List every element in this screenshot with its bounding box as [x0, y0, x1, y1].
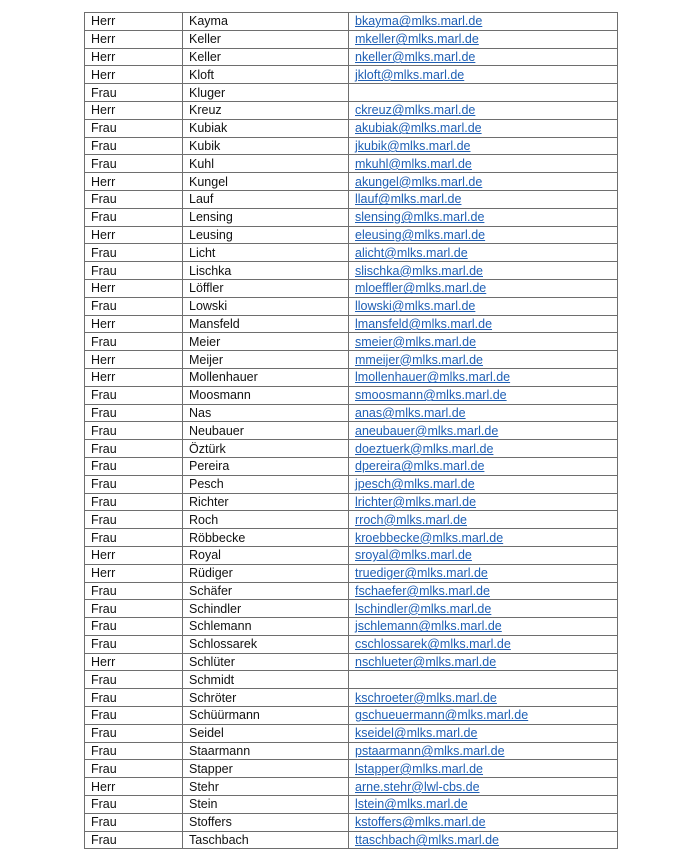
email-link[interactable]: rroch@mlks.marl.de: [355, 512, 468, 527]
surname-cell: Kuhl: [183, 155, 349, 173]
table-row: [85, 457, 618, 475]
surname-cell: Kubik: [183, 137, 349, 155]
surname-cell: Richter: [183, 493, 349, 511]
email-link[interactable]: smoosmann@mlks.marl.de: [355, 388, 507, 403]
surname-cell: Röbbecke: [183, 529, 349, 547]
email-cell: [349, 831, 618, 849]
email-link[interactable]: mkeller@mlks.marl.de: [355, 32, 479, 47]
table-row: [85, 724, 618, 742]
surname-cell: Pesch: [183, 475, 349, 493]
email-link[interactable]: lstapper@mlks.marl.de: [355, 761, 484, 776]
email-link[interactable]: dpereira@mlks.marl.de: [355, 459, 485, 474]
salutation-cell: Frau: [85, 511, 183, 529]
surname-cell: Royal: [183, 546, 349, 564]
surname-cell: Moosmann: [183, 386, 349, 404]
table-row: [85, 600, 618, 618]
salutation-cell: Frau: [85, 440, 183, 458]
email-link[interactable]: llowski@mlks.marl.de: [355, 299, 476, 314]
table-row: [85, 137, 618, 155]
surname-cell: Licht: [183, 244, 349, 262]
table-row: [85, 208, 618, 226]
email-cell: [349, 190, 618, 208]
email-link[interactable]: cschlossarek@mlks.marl.de: [355, 637, 511, 652]
email-cell: [349, 279, 618, 297]
surname-cell: Mansfeld: [183, 315, 349, 333]
surname-cell: Taschbach: [183, 831, 349, 849]
surname-cell: Schüürmann: [183, 707, 349, 725]
table-row: [85, 13, 618, 31]
salutation-cell: Frau: [85, 742, 183, 760]
email-cell: [349, 297, 618, 315]
surname-cell: Roch: [183, 511, 349, 529]
email-link[interactable]: akubiak@mlks.marl.de: [355, 121, 482, 136]
email-cell: [349, 173, 618, 191]
salutation-cell: Frau: [85, 297, 183, 315]
salutation-cell: Herr: [85, 653, 183, 671]
surname-cell: Meier: [183, 333, 349, 351]
salutation-cell: Herr: [85, 279, 183, 297]
email-link[interactable]: llauf@mlks.marl.de: [355, 192, 462, 207]
email-cell: [349, 742, 618, 760]
email-cell: [349, 84, 618, 102]
salutation-cell: Frau: [85, 724, 183, 742]
table-row: [85, 422, 618, 440]
email-cell: [349, 30, 618, 48]
email-link[interactable]: mmeijer@mlks.marl.de: [355, 352, 483, 367]
email-cell: [349, 618, 618, 636]
table-row: [85, 101, 618, 119]
surname-cell: Schröter: [183, 689, 349, 707]
table-row: [85, 529, 618, 547]
surname-cell: Pereira: [183, 457, 349, 475]
table-row: [85, 386, 618, 404]
table-row: [85, 689, 618, 707]
salutation-cell: Frau: [85, 831, 183, 849]
surname-cell: Kluger: [183, 84, 349, 102]
salutation-cell: Frau: [85, 671, 183, 689]
table-row: [85, 244, 618, 262]
surname-cell: Lowski: [183, 297, 349, 315]
table-row: [85, 778, 618, 796]
email-cell: [349, 351, 618, 369]
email-cell: [349, 368, 618, 386]
email-cell: [349, 653, 618, 671]
table-row: [85, 226, 618, 244]
table-row: [85, 582, 618, 600]
table-row: [85, 618, 618, 636]
email-link[interactable]: sroyal@mlks.marl.de: [355, 548, 472, 563]
salutation-cell: Frau: [85, 582, 183, 600]
surname-cell: Schlüter: [183, 653, 349, 671]
surname-cell: Schlemann: [183, 618, 349, 636]
email-link[interactable]: doeztuerk@mlks.marl.de: [355, 441, 494, 456]
email-link[interactable]: lstein@mlks.marl.de: [355, 797, 468, 812]
email-link[interactable]: arne.stehr@lwl-cbs.de: [355, 779, 480, 794]
email-cell: [349, 137, 618, 155]
email-cell: [349, 422, 618, 440]
surname-cell: Kayma: [183, 13, 349, 31]
table-row: [85, 297, 618, 315]
salutation-cell: Herr: [85, 546, 183, 564]
salutation-cell: Frau: [85, 386, 183, 404]
table-row: [85, 671, 618, 689]
surname-cell: Meijer: [183, 351, 349, 369]
table-row: [85, 315, 618, 333]
surname-cell: Nas: [183, 404, 349, 422]
email-cell: [349, 671, 618, 689]
table-row: [85, 493, 618, 511]
salutation-cell: Herr: [85, 13, 183, 31]
table-row: [85, 48, 618, 66]
email-link[interactable]: ckreuz@mlks.marl.de: [355, 103, 476, 118]
email-link[interactable]: lschindler@mlks.marl.de: [355, 601, 492, 616]
email-link[interactable]: eleusing@mlks.marl.de: [355, 227, 486, 242]
table-row: [85, 707, 618, 725]
surname-cell: Staarmann: [183, 742, 349, 760]
table-row: [85, 813, 618, 831]
salutation-cell: Herr: [85, 173, 183, 191]
table-row: [85, 440, 618, 458]
email-link[interactable]: jkloft@mlks.marl.de: [355, 67, 465, 82]
table-row: [85, 742, 618, 760]
surname-cell: Öztürk: [183, 440, 349, 458]
surname-cell: Mollenhauer: [183, 368, 349, 386]
salutation-cell: Herr: [85, 778, 183, 796]
surname-cell: Lauf: [183, 190, 349, 208]
email-cell: [349, 119, 618, 137]
email-cell: [349, 778, 618, 796]
salutation-cell: Herr: [85, 315, 183, 333]
email-link[interactable]: ttaschbach@mlks.marl.de: [355, 833, 499, 848]
salutation-cell: Frau: [85, 404, 183, 422]
email-cell: [349, 315, 618, 333]
table-row: [85, 351, 618, 369]
salutation-cell: Frau: [85, 618, 183, 636]
salutation-cell: Frau: [85, 635, 183, 653]
salutation-cell: Herr: [85, 101, 183, 119]
table-row: [85, 30, 618, 48]
email-cell: [349, 262, 618, 280]
salutation-cell: Frau: [85, 760, 183, 778]
email-cell: [349, 333, 618, 351]
table-row: [85, 404, 618, 422]
surname-cell: Stehr: [183, 778, 349, 796]
salutation-cell: Frau: [85, 333, 183, 351]
table-row: [85, 653, 618, 671]
table-row: [85, 190, 618, 208]
surname-cell: Schindler: [183, 600, 349, 618]
email-cell: [349, 511, 618, 529]
table-row: [85, 84, 618, 102]
table-row: [85, 760, 618, 778]
email-link[interactable]: kseidel@mlks.marl.de: [355, 726, 478, 741]
surname-cell: Schäfer: [183, 582, 349, 600]
table-row: [85, 511, 618, 529]
salutation-cell: Frau: [85, 84, 183, 102]
table-row: [85, 279, 618, 297]
surname-cell: Stoffers: [183, 813, 349, 831]
email-link[interactable]: alicht@mlks.marl.de: [355, 245, 468, 260]
email-cell: [349, 475, 618, 493]
surname-cell: Keller: [183, 30, 349, 48]
table-row: [85, 831, 618, 849]
surname-cell: Schmidt: [183, 671, 349, 689]
table-row: [85, 155, 618, 173]
email-link[interactable]: aneubauer@mlks.marl.de: [355, 423, 499, 438]
surname-cell: Leusing: [183, 226, 349, 244]
email-cell: [349, 440, 618, 458]
email-cell: [349, 564, 618, 582]
surname-cell: Stein: [183, 796, 349, 814]
email-link[interactable]: kschroeter@mlks.marl.de: [355, 690, 497, 705]
email-cell: [349, 813, 618, 831]
salutation-cell: Frau: [85, 137, 183, 155]
table-row: [85, 796, 618, 814]
table-row: [85, 368, 618, 386]
email-cell: [349, 582, 618, 600]
email-cell: [349, 13, 618, 31]
salutation-cell: Frau: [85, 244, 183, 262]
table-row: [85, 262, 618, 280]
email-cell: [349, 760, 618, 778]
surname-cell: Neubauer: [183, 422, 349, 440]
email-link[interactable]: smeier@mlks.marl.de: [355, 334, 477, 349]
salutation-cell: Frau: [85, 529, 183, 547]
salutation-cell: Herr: [85, 368, 183, 386]
email-link[interactable]: lrichter@mlks.marl.de: [355, 494, 477, 509]
salutation-cell: Frau: [85, 262, 183, 280]
email-link[interactable]: nschlueter@mlks.marl.de: [355, 655, 497, 670]
email-cell: [349, 226, 618, 244]
salutation-cell: Herr: [85, 226, 183, 244]
email-link[interactable]: nkeller@mlks.marl.de: [355, 49, 476, 64]
email-link[interactable]: jkubik@mlks.marl.de: [355, 138, 471, 153]
email-link[interactable]: kstoffers@mlks.marl.de: [355, 815, 486, 830]
email-cell: [349, 529, 618, 547]
email-cell: [349, 689, 618, 707]
email-cell: [349, 546, 618, 564]
table-row: [85, 635, 618, 653]
email-link[interactable]: mkuhl@mlks.marl.de: [355, 156, 472, 171]
table-row: [85, 475, 618, 493]
contact-table: [84, 12, 618, 849]
surname-cell: Keller: [183, 48, 349, 66]
table-row: [85, 119, 618, 137]
email-link[interactable]: jpesch@mlks.marl.de: [355, 477, 475, 492]
salutation-cell: Frau: [85, 190, 183, 208]
table-row: [85, 564, 618, 582]
surname-cell: Lensing: [183, 208, 349, 226]
salutation-cell: Frau: [85, 119, 183, 137]
email-cell: [349, 635, 618, 653]
email-cell: [349, 600, 618, 618]
table-row: [85, 333, 618, 351]
salutation-cell: Herr: [85, 30, 183, 48]
email-link[interactable]: lmansfeld@mlks.marl.de: [355, 316, 493, 331]
salutation-cell: Frau: [85, 475, 183, 493]
email-cell: [349, 208, 618, 226]
email-cell: [349, 457, 618, 475]
table-row: [85, 546, 618, 564]
email-link[interactable]: gschueuermann@mlks.marl.de: [355, 708, 529, 723]
email-link[interactable]: jschlemann@mlks.marl.de: [355, 619, 502, 634]
email-link[interactable]: pstaarmann@mlks.marl.de: [355, 744, 505, 759]
email-cell: [349, 155, 618, 173]
salutation-cell: Frau: [85, 155, 183, 173]
salutation-cell: Herr: [85, 564, 183, 582]
salutation-cell: Frau: [85, 457, 183, 475]
email-cell: [349, 101, 618, 119]
email-link[interactable]: akungel@mlks.marl.de: [355, 174, 483, 189]
email-link[interactable]: slischka@mlks.marl.de: [355, 263, 483, 278]
email-link[interactable]: mloeffler@mlks.marl.de: [355, 281, 487, 296]
surname-cell: Kungel: [183, 173, 349, 191]
email-cell: [349, 386, 618, 404]
salutation-cell: Frau: [85, 689, 183, 707]
email-link[interactable]: slensing@mlks.marl.de: [355, 210, 485, 225]
surname-cell: Rüdiger: [183, 564, 349, 582]
contact-table-body: [85, 13, 618, 849]
surname-cell: Lischka: [183, 262, 349, 280]
salutation-cell: Frau: [85, 422, 183, 440]
table-row: [85, 66, 618, 84]
surname-cell: Kubiak: [183, 119, 349, 137]
email-cell: [349, 244, 618, 262]
email-cell: [349, 66, 618, 84]
email-cell: [349, 707, 618, 725]
salutation-cell: Frau: [85, 796, 183, 814]
salutation-cell: Frau: [85, 707, 183, 725]
salutation-cell: Herr: [85, 66, 183, 84]
email-link[interactable]: fschaefer@mlks.marl.de: [355, 583, 490, 598]
email-link[interactable]: anas@mlks.marl.de: [355, 405, 466, 420]
salutation-cell: Frau: [85, 813, 183, 831]
salutation-cell: Frau: [85, 600, 183, 618]
salutation-cell: Frau: [85, 493, 183, 511]
email-link[interactable]: kroebbecke@mlks.marl.de: [355, 530, 504, 545]
email-link[interactable]: truediger@mlks.marl.de: [355, 566, 488, 581]
surname-cell: Seidel: [183, 724, 349, 742]
surname-cell: Kreuz: [183, 101, 349, 119]
surname-cell: Kloft: [183, 66, 349, 84]
email-link[interactable]: bkayma@mlks.marl.de: [355, 14, 483, 29]
email-link[interactable]: lmollenhauer@mlks.marl.de: [355, 370, 511, 385]
salutation-cell: Herr: [85, 351, 183, 369]
email-cell: [349, 724, 618, 742]
email-cell: [349, 404, 618, 422]
surname-cell: Stapper: [183, 760, 349, 778]
salutation-cell: Frau: [85, 208, 183, 226]
salutation-cell: Herr: [85, 48, 183, 66]
surname-cell: Löffler: [183, 279, 349, 297]
email-cell: [349, 48, 618, 66]
surname-cell: Schlossarek: [183, 635, 349, 653]
email-cell: [349, 493, 618, 511]
table-row: [85, 173, 618, 191]
email-cell: [349, 796, 618, 814]
